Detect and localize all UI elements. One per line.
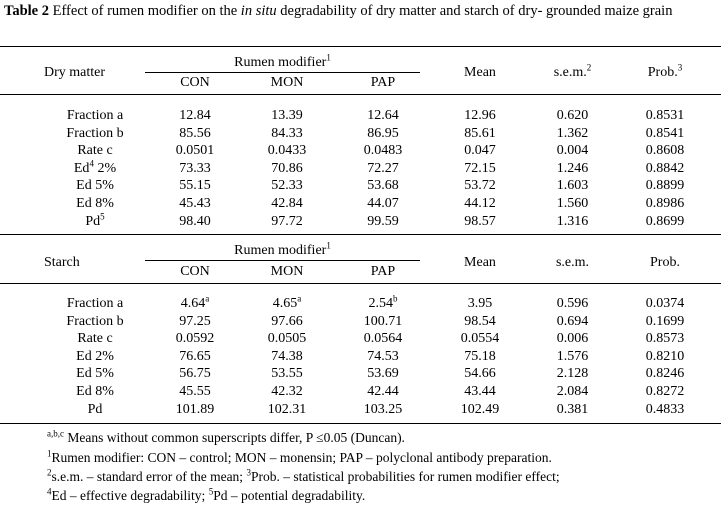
starch-cell-con: 76.65 [179,348,211,364]
dm-cell-prob: 0.8842 [645,160,685,176]
dm-cell-prob: 0.8608 [645,143,685,159]
dm-cell-sem: 1.362 [556,125,589,141]
starch-cell-sem: 0.381 [556,401,589,417]
starch-cell-mon: 0.0505 [267,331,307,347]
dm-cell-pap: 72.27 [367,160,399,176]
dm-cell-con: 45.43 [179,196,211,211]
dm-cell-con: 12.84 [179,108,211,123]
starch-cell-mean: 0.0554 [460,331,500,347]
dm-row-label: Ed 8% [76,196,114,211]
starch-cell-mean: 98.54 [464,313,496,329]
dm-row-label: Fraction b [66,125,124,141]
starch-cell-mon: 97.66 [271,313,303,329]
starch-cell-pap: 103.25 [363,401,403,417]
starch-cell-mean: 43.44 [464,384,496,399]
caption-text-before: Effect of rumen modifier on the [49,3,241,19]
starch-section-label: Starch [44,255,80,270]
starch-cell-mean: 54.66 [464,366,496,382]
table-caption [4,3,719,20]
starch-cell-mon: 4.65$^a$ [272,293,302,311]
top-rule [0,46,721,47]
dm-cell-pap: 86.95 [367,125,399,141]
dm-cell-mon: 42.84 [271,196,303,211]
starch-header-rule [0,283,721,284]
dm-cell-con: 0.0501 [175,143,215,159]
dm-cell-mon: 97.72 [271,213,303,229]
starch-cell-con: 4.64$^a$ [180,293,210,311]
dm-cell-sem: 1.603 [556,178,589,194]
starch-group-underline [145,260,420,261]
starch-cell-mon: 102.31 [267,401,307,417]
starch-cell-con: 0.0592 [175,331,215,347]
dm-cell-prob: 0.8531 [645,108,685,123]
dm-cell-sem: 0.004 [556,143,589,159]
dm-cell-pap: 53.68 [367,178,399,194]
dm-col-mean: Mean [464,65,496,80]
starch-cell-con: 45.55 [179,384,211,399]
dm-row-label: Ed 5% [76,178,114,194]
dm-cell-sem: 1.560 [556,196,589,211]
starch-group-header: Rumen modifier$^1$ [234,240,331,258]
dm-cell-mean: 0.047 [464,143,496,159]
starch-cell-prob: 0.8573 [645,331,685,347]
dm-cell-con: 73.33 [179,160,211,176]
dm-group-header: Rumen modifier$^1$ [234,52,331,70]
starch-cell-mean: 102.49 [460,401,500,417]
starch-cell-sem: 0.694 [556,313,589,329]
dm-cell-pap: 99.59 [367,213,399,229]
starch-cell-prob: 0.8272 [645,384,685,399]
dm-cell-sem: 0.620 [556,108,589,123]
dm-header-rule [0,94,721,95]
dm-cell-sem: 1.316 [556,213,589,229]
dm-cell-sem: 1.246 [556,160,589,176]
starch-row-label: Pd [87,401,103,417]
starch-cell-con: 101.89 [175,401,215,417]
dm-group-underline [145,72,420,73]
dm-section-label: Dry matter [44,65,106,80]
starch-row-label: Ed 5% [76,366,114,382]
starch-cell-prob: 0.0374 [645,296,685,311]
starch-cell-mean: 75.18 [464,348,496,364]
dm-col-sem: s.e.m.$^2$ [553,62,592,80]
starch-cell-mean: 3.95 [467,296,493,311]
starch-row-label: Ed 8% [76,384,114,399]
dm-cell-mon: 0.0433 [267,143,307,159]
starch-col-pap: PAP [370,264,396,279]
starch-cell-mon: 74.38 [271,348,303,364]
starch-cell-prob: 0.8210 [645,348,685,364]
dm-col-con: CON [180,75,210,90]
starch-cell-pap: 74.53 [367,348,399,364]
starch-col-prob: Prob. [650,255,680,270]
dm-cell-prob: 0.8899 [645,178,685,194]
starch-cell-prob: 0.4833 [645,401,685,417]
dm-col-pap: PAP [370,75,396,90]
starch-cell-con: 97.25 [179,313,211,329]
dm-cell-prob: 0.8699 [645,213,685,229]
starch-row-label: Fraction b [66,313,124,329]
bottom-rule [0,423,721,424]
starch-cell-sem: 0.006 [556,331,589,347]
starch-col-sem: s.e.m. [555,255,590,270]
dm-cell-prob: 0.8986 [645,196,685,211]
dm-cell-prob: 0.8541 [645,125,685,141]
starch-cell-pap: 0.0564 [363,331,403,347]
section-divider-rule [0,234,721,235]
starch-cell-sem: 2.128 [556,366,589,382]
dm-cell-mean: 44.12 [464,196,496,211]
dm-row-label: Pd$^5$ [85,210,105,229]
dm-col-mon: MON [270,75,304,90]
starch-row-label: Rate c [77,331,113,347]
starch-col-con: CON [180,264,210,279]
dm-cell-mon: 70.86 [271,160,303,176]
caption-text-italic: in situ [240,3,277,19]
footnote-significance: $^{a,b,c}$ Means without common superscripts differ, P ≤0.05 (Duncan). [47,428,405,445]
dm-cell-mon: 84.33 [271,125,303,141]
dm-cell-pap: 12.64 [367,108,399,123]
starch-cell-prob: 0.8246 [645,366,685,382]
dm-cell-con: 98.40 [179,213,211,229]
starch-cell-sem: 2.084 [556,384,589,399]
dm-row-label: Fraction a [66,108,124,123]
starch-col-mean: Mean [464,255,496,270]
starch-cell-pap: 2.54$^b$ [368,293,398,311]
table-label: Table 2 [4,3,49,19]
dm-cell-mean: 53.72 [464,178,496,194]
footnote-sem-prob: $^2$s.e.m. – standard error of the mean; $^3$Prob. – statistical probabilities for rumen modifier effect; [47,467,560,484]
dm-cell-pap: 0.0483 [363,143,403,159]
starch-row-label: Fraction a [66,296,124,311]
starch-col-mon: MON [270,264,304,279]
dm-row-label: Ed$^4$ 2% [73,158,117,176]
dm-cell-mean: 98.57 [464,213,496,229]
starch-cell-pap: 42.44 [367,384,399,399]
dm-cell-con: 85.56 [179,125,211,141]
starch-cell-sem: 0.596 [556,296,589,311]
dm-cell-mon: 13.39 [271,108,303,123]
dm-row-label: Rate c [77,143,113,159]
starch-cell-pap: 53.69 [367,366,399,382]
caption-text-after: degradability of dry matter and starch of dry- grounded maize grain [276,3,673,19]
dm-cell-mean: 85.61 [464,125,496,141]
footnote-rumen-modifier: $^1$Rumen modifier: CON – control; MON – monensin; PAP – polyclonal antibody preparation. [47,448,552,465]
starch-cell-con: 56.75 [179,366,211,382]
starch-cell-prob: 0.1699 [645,313,685,329]
starch-cell-sem: 1.576 [556,348,589,364]
starch-row-label: Ed 2% [76,348,114,364]
dm-cell-pap: 44.07 [367,196,399,211]
footnote-ed-pd: $^4$Ed – effective degradability; $^5$Pd – potential degradability. [47,486,366,503]
starch-cell-pap: 100.71 [363,313,403,329]
starch-cell-mon: 53.55 [271,366,303,382]
dm-cell-mean: 72.15 [464,160,496,176]
dm-cell-mean: 12.96 [464,108,496,123]
dm-cell-mon: 52.33 [271,178,303,194]
dm-cell-con: 55.15 [179,178,211,194]
starch-cell-mon: 42.32 [271,384,303,399]
dm-col-prob: Prob.$^3$ [647,62,683,80]
